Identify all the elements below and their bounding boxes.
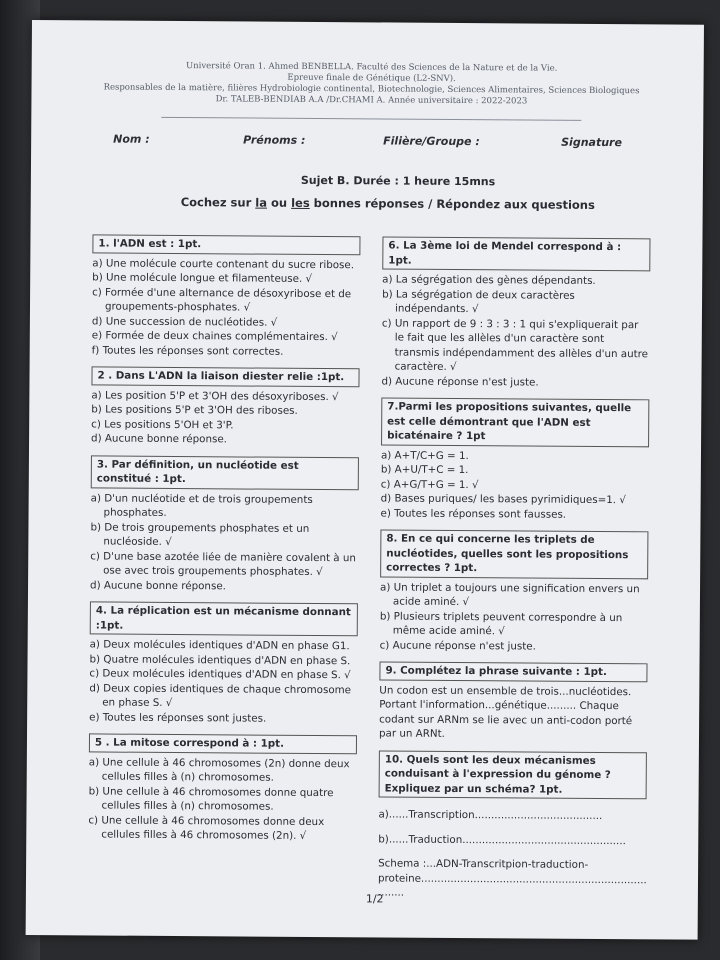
answer-option[interactable]: a) Deux molécules identiques d'ADN en phase G1. — [89, 638, 350, 653]
question-7-title: 7.Parmi les propositions suivantes, quelle est celle démontrant que l'ADN est bicaténaire ? 1pt — [381, 397, 649, 446]
question-1-title: 1. l'ADN est : 1pt. — [92, 234, 360, 254]
answer-option[interactable]: a) A+T/C+G = 1. — [380, 448, 469, 462]
answer-option[interactable]: b) De trois groupements phosphates et un nucléoside. √ — [90, 520, 310, 548]
header-rule — [161, 117, 581, 121]
left-column — [88, 234, 360, 852]
answer-option[interactable]: b) Plusieurs triplets peuvent correspondre à un même acide aminé. √ — [379, 609, 623, 638]
answer-option[interactable]: a) Une molécule courte contenant du sucre ribose. — [92, 256, 355, 271]
answer-fill-b[interactable]: b)......Traduction.................................................. — [378, 832, 626, 847]
answer-option[interactable]: b) Une molécule longue et filamenteuse. √ — [92, 271, 313, 285]
prenoms-label: Prénoms : — [243, 133, 306, 147]
question-9 — [379, 661, 648, 742]
question-6 — [381, 236, 650, 390]
answer-option[interactable]: c) A+G/T+G = 1. √ — [380, 477, 479, 491]
answer-option[interactable]: a) Un triplet a toujours une signification envers un acide aminé. √ — [380, 580, 640, 609]
question-3-title: 3. Par définition, un nucléotide est constitué : 1pt. — [91, 455, 359, 490]
answer-option[interactable]: d) Bases puriques/ les bases pyrimidiques=1. √ — [380, 492, 626, 507]
nom-label: Nom : — [113, 132, 150, 146]
question-10 — [378, 750, 647, 902]
answer-option[interactable]: f) Toutes les réponses sont correctes. — [91, 343, 284, 358]
sujet-duree: Sujet B. Durée : 1 heure 15mns — [300, 173, 496, 189]
header-line-1: Université Oran 1. Ahmed BENBELLA. Faculté des Sciences de la Nature et de la Vie. — [185, 61, 558, 74]
question-8-title: 8. En ce qui concerne les triplets de nucléotides, quelles sont les propositions correctes ? 1pt. — [380, 529, 648, 578]
answer-option[interactable]: c) Une cellule à 46 chromosomes donne deux cellules filles à 46 chromosomes (2n). √ — [88, 813, 325, 842]
answer-option[interactable]: a) Une cellule à 46 chromosomes (2n) donne deux cellules filles à (n) chromosomes. — [88, 755, 350, 784]
answer-option[interactable]: c) Aucune réponse n'est juste. — [379, 638, 536, 653]
answer-option[interactable]: c) Les positions 5'OH et 3'P. — [91, 417, 234, 431]
answer-option[interactable]: c) Formée d'une alternance de désoxyribose et de groupements-phosphates. √ — [92, 285, 352, 314]
exam-sheet — [26, 20, 704, 940]
answer-option[interactable]: b) Quatre molécules identiques d'ADN en phase S. — [89, 652, 351, 667]
answer-option[interactable]: e) Toutes les réponses sont fausses. — [380, 506, 567, 521]
answer-option[interactable]: d) Une succession de nucléotides. √ — [91, 314, 278, 329]
answer-option[interactable]: c) Un rapport de 9 : 3 : 3 : 1 qui s'expliquerait par le fait que les allèles d'un caractère sont transmis indépendamment des allèles d'un autre caractère. √ — [381, 316, 649, 373]
question-5-title: 5 . La mitose correspond à : 1pt. — [89, 733, 357, 753]
answer-option[interactable]: a) La ségrégation des gènes dépendants. — [382, 273, 596, 287]
exam-header — [91, 60, 651, 108]
answer-option[interactable]: b) La ségrégation de deux caractères indépendants. √ — [382, 287, 575, 316]
answer-option[interactable]: c) D'une base azotée liée de manière covalent à un ose avec trois groupements phosphates. √ — [90, 549, 356, 579]
question-1 — [92, 234, 361, 359]
answer-option[interactable]: b) Une cellule à 46 chromosomes donne quatre cellules filles à (n) chromosomes. — [88, 784, 334, 813]
answer-option[interactable]: b) A+U/T+C = 1. — [380, 463, 469, 477]
question-7 — [381, 397, 650, 522]
header-line-3: Responsables de la matière, filières Hydrobiologie continental, Biotechnologie, Sciences Alimentaires, Sciences Biologiques — [103, 82, 640, 97]
answer-fill-dots: ........ — [377, 886, 405, 899]
question-2-title: 2 . Dans L'ADN la liaison diester relie :1pt. — [91, 366, 359, 386]
question-3 — [90, 455, 359, 594]
answer-option[interactable]: e) Toutes les réponses sont justes. — [89, 710, 267, 725]
page-number: 1/2 — [365, 892, 384, 906]
question-4-title: 4. La réplication est un mécanisme donnant :1pt. — [90, 601, 358, 636]
answer-option[interactable]: d) Aucune réponse n'est juste. — [381, 374, 539, 389]
question-10-title: 10. Quels sont les deux mécanismes conduisant à l'expression du génome ? Expliquez par un schéma? 1pt. — [379, 750, 647, 799]
answer-option[interactable]: e) Formée de deux chaines complémentaires. √ — [91, 329, 338, 344]
signature-label: Signature — [561, 135, 623, 150]
question-8 — [380, 529, 649, 654]
question-5 — [88, 733, 357, 843]
answer-fill-a[interactable]: a)......Transcription....................................... — [378, 808, 603, 823]
answer-option[interactable]: b) Les positions 5'P et 3'OH des riboses. — [91, 403, 298, 417]
answer-option[interactable]: d) Deux copies identiques de chaque chromosome en phase S. √ — [89, 681, 352, 709]
question-9-answer[interactable]: Un codon est un ensemble de trois...nucléotides. Portant l'information...génétique......... Chaque codant sur ARNm se lie avec un anti-codon porté par un ARNt. — [378, 683, 633, 740]
header-line-2: Epreuve finale de Génétique (L2-SNV). — [287, 72, 456, 84]
header-line-4: Dr. TALEB-BENDIAB A.A /Dr.CHAMI A. Année universitaire : 2022-2023 — [215, 94, 528, 107]
answer-option[interactable]: c) Deux molécules identiques d'ADN en phase S. √ — [89, 667, 351, 682]
answer-fill-schema[interactable]: Schema :...ADN-Transcritpion-traduction-proteine..................................................................... — [377, 857, 647, 886]
question-9-title: 9. Complétez la phrase suivante : 1pt. — [379, 661, 647, 681]
question-4 — [89, 601, 358, 726]
question-6-title: 6. La 3ème loi de Mendel correspond à : 1pt. — [382, 236, 650, 271]
filiere-label: Filière/Groupe : — [383, 134, 480, 149]
answer-option[interactable]: a) Les position 5'P et 3'OH des désoxyriboses. √ — [91, 388, 339, 403]
question-2 — [91, 366, 360, 447]
answer-option[interactable]: d) Aucune bonne réponse. — [91, 432, 228, 446]
right-column — [378, 236, 651, 910]
answer-option[interactable]: d) Aucune bonne réponse. — [90, 578, 226, 592]
instructions: Cochez sur la ou les bonnes réponses / Répondez aux questions — [180, 195, 595, 212]
answer-option[interactable]: a) D'un nucléotide et de trois groupements phosphates. — [90, 491, 313, 519]
